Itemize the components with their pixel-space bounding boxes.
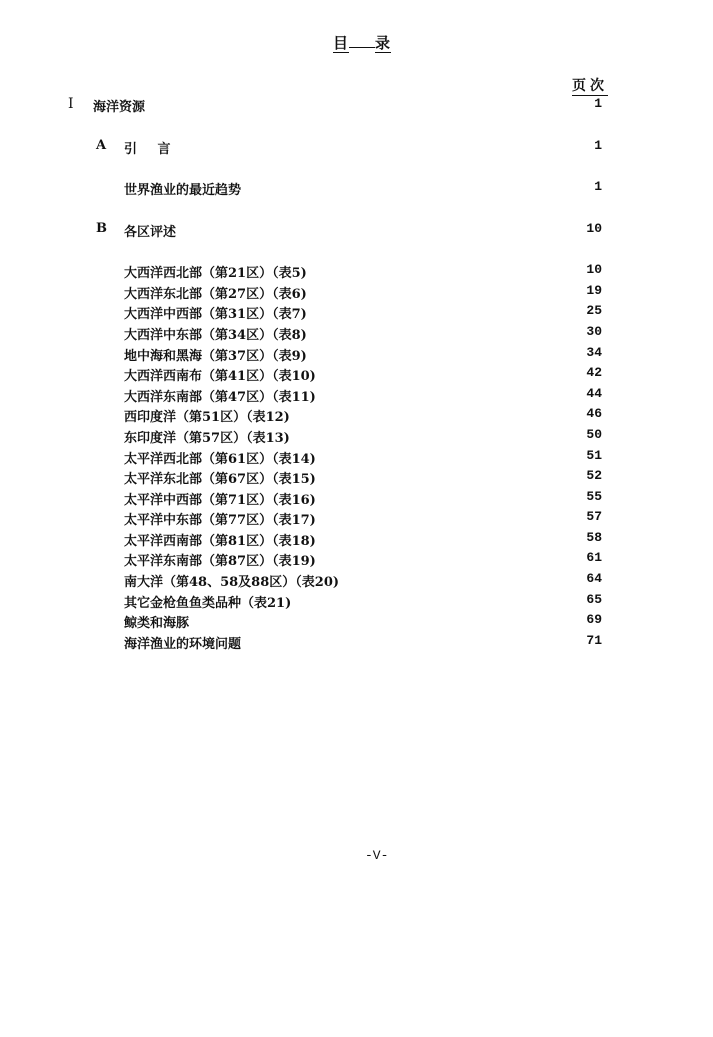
- entry-page: 51: [586, 448, 602, 463]
- entry-label: 太平洋西南部（第81区）（表18): [124, 534, 316, 549]
- toc-entry: [0, 324, 713, 344]
- entry-page: 71: [586, 633, 602, 648]
- entry-label: 世界渔业的最近趋势: [124, 183, 242, 198]
- entry-page: 1: [594, 138, 602, 153]
- entry-page: 46: [586, 406, 602, 421]
- section-marker: I: [68, 96, 74, 112]
- entry-page: 50: [586, 427, 602, 442]
- entry-page: 55: [586, 489, 602, 504]
- toc-entry: [0, 345, 713, 365]
- entry-label: 大西洋东北部（第27区）（表6): [124, 287, 307, 302]
- toc-entry: [0, 365, 713, 385]
- toc-entry: [0, 221, 713, 241]
- toc-entry: [0, 138, 713, 158]
- entry-page: 52: [586, 468, 602, 483]
- entry-label: 太平洋中西部（第71区）（表16): [124, 493, 316, 508]
- entry-page: 10: [586, 221, 602, 236]
- toc-entry: [0, 612, 713, 632]
- entry-label: 太平洋东北部（第67区）（表15): [124, 472, 316, 487]
- entry-label: 太平洋西北部（第61区）（表14): [124, 452, 316, 467]
- toc-entry: [0, 179, 713, 199]
- toc-entry: [0, 303, 713, 323]
- toc-entry: [0, 262, 713, 282]
- entry-label: 大西洋西南布（第41区）（表10): [124, 369, 316, 384]
- subsection-marker: B: [96, 221, 107, 236]
- toc-entry: [0, 633, 713, 653]
- entry-label: 太平洋中东部（第77区）（表17): [124, 513, 316, 528]
- entry-label: 其它金枪鱼鱼类品种（表21): [124, 596, 292, 611]
- toc-entry: [0, 509, 713, 529]
- entry-label: 各区评述: [124, 225, 177, 240]
- entry-page: 57: [586, 509, 602, 524]
- toc-entry: [0, 592, 713, 612]
- entry-page: 1: [594, 179, 602, 194]
- entry-label: 南大洋（第48、58及88区）（表20): [124, 575, 340, 590]
- entry-label: 地中海和黑海（第37区）（表9): [124, 349, 307, 364]
- page-number-footer: -V-: [365, 848, 389, 863]
- entry-label: 太平洋东南部（第87区）（表19): [124, 554, 316, 569]
- entry-page: 42: [586, 365, 602, 380]
- entry-page: 58: [586, 530, 602, 545]
- entry-label: 东印度洋（第57区）（表13): [124, 431, 290, 446]
- entry-label: 大西洋中西部（第31区）（表7): [124, 307, 307, 322]
- toc-entry: [0, 448, 713, 468]
- page-column-header: 页次: [572, 75, 608, 96]
- toc-entry: [0, 427, 713, 447]
- toc-entry: [0, 283, 713, 303]
- toc-entry: [0, 530, 713, 550]
- entry-page: 61: [586, 550, 602, 565]
- toc-entry: [0, 406, 713, 426]
- entry-label: 大西洋中东部（第34区）（表8): [124, 328, 307, 343]
- entry-page: 10: [586, 262, 602, 277]
- entry-page: 44: [586, 386, 602, 401]
- toc-title: [333, 32, 391, 53]
- entry-page: 25: [586, 303, 602, 318]
- entry-page: 64: [586, 571, 602, 586]
- toc-entry: [0, 571, 713, 591]
- toc-entry: [0, 550, 713, 570]
- toc-entry: [0, 489, 713, 509]
- entry-label: 海洋资源: [93, 100, 146, 115]
- entry-label: 引 言: [124, 142, 179, 157]
- entry-label: 鲸类和海豚: [124, 616, 190, 631]
- entry-page: 34: [586, 345, 602, 360]
- entry-page: 1: [594, 96, 602, 111]
- toc-entry: [0, 468, 713, 488]
- toc-title-char-1: 目: [333, 34, 350, 52]
- entry-label: 大西洋西北部（第21区）（表5): [124, 266, 307, 281]
- entry-page: 30: [586, 324, 602, 339]
- toc-title-underline: [349, 34, 375, 48]
- entry-page: 65: [586, 592, 602, 607]
- entry-page: 69: [586, 612, 602, 627]
- toc-entry: [0, 386, 713, 406]
- entry-label: 西印度洋（第51区）（表12): [124, 410, 290, 425]
- toc-title-char-2: 录: [375, 34, 392, 52]
- entry-label: 大西洋东南部（第47区）（表11): [124, 390, 316, 405]
- subsection-marker: A: [96, 138, 107, 153]
- entry-label: 海洋渔业的环境问题: [124, 637, 242, 652]
- toc-entry: [0, 96, 713, 116]
- entry-page: 19: [586, 283, 602, 298]
